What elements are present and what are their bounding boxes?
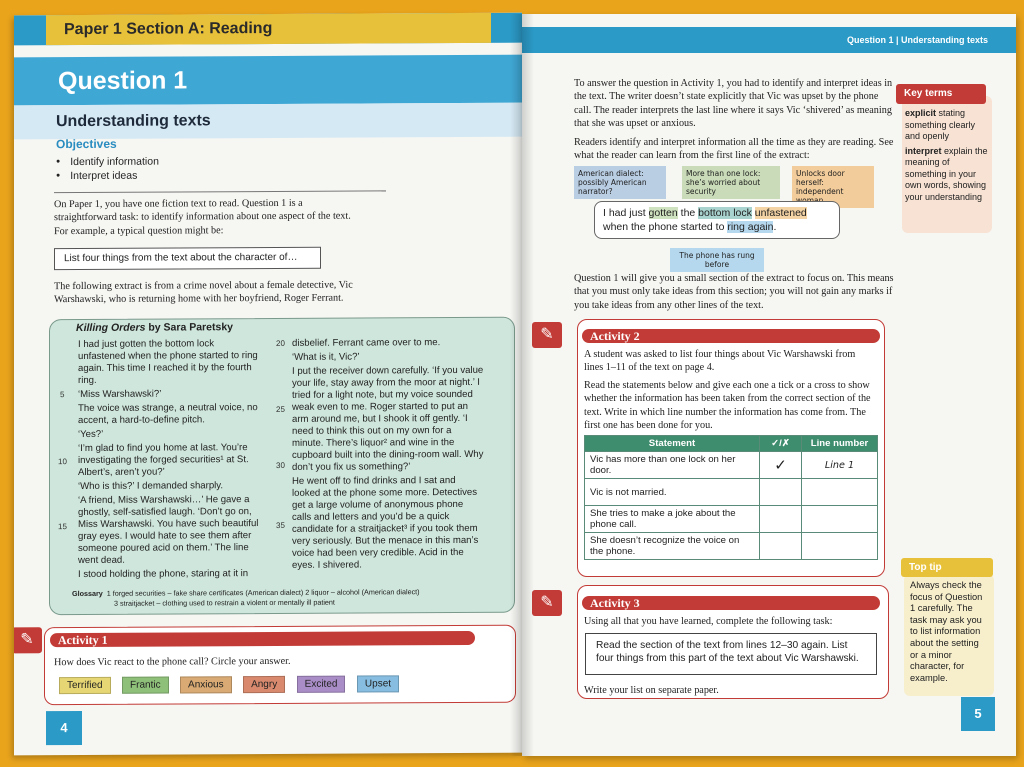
left-page — [14, 13, 522, 756]
extract-para: ‘What is it, Vic?’ — [292, 351, 360, 363]
answer-chip[interactable]: Angry — [243, 676, 285, 693]
extract-intro: The following extract is from a crime novel about a female detective, Vic Warshawski, who is returning home with her boyfriend, Roger Ferrant. — [54, 279, 353, 306]
key-terms-title: Key terms — [896, 84, 986, 104]
page-number: 4 — [46, 711, 82, 745]
line-cell[interactable] — [802, 479, 878, 506]
line-cell[interactable]: Line 1 — [802, 452, 878, 479]
statement-table — [584, 435, 878, 560]
table-row — [585, 506, 878, 533]
annotation: More than one lock: she’s worried about security — [682, 166, 780, 199]
objective-item: ● Identify information — [56, 155, 159, 170]
glossary: Glossary 1 forged securities – fake share certificates (American dialect) 2 liquor – alcohol (American dialect) 3 straitjacket – clothing used to restrain a violent or mentally ill patient — [72, 587, 420, 608]
extract-first-line: I had just gotten the bottom lock unfastened when the phone started to ring again. — [594, 201, 840, 239]
table-header: Statement — [585, 436, 760, 452]
question-title: Question 1 — [14, 55, 522, 106]
activity-1-title: Activity 1 — [50, 631, 475, 647]
tick-cell[interactable]: ✓ — [760, 452, 802, 479]
book-gutter — [510, 14, 534, 756]
extract-para: ‘I’m glad to find you home at last. You’re investigating the forged securities¹ at St. Albert’s, aren’t you?’ — [78, 442, 249, 478]
tick-cell[interactable] — [760, 479, 802, 506]
line-cell[interactable] — [802, 533, 878, 560]
extract-para: ‘Miss Warshawski?’ — [78, 388, 162, 400]
pencil-icon: ✎ — [532, 322, 562, 348]
subtitle: Understanding texts — [14, 103, 522, 140]
extract-para: ‘Yes?’ — [78, 428, 104, 440]
extract-para: He went off to find drinks and I sat and looked at the phone some more. Detectives get a large volume of anonymous phone calls and letters and you’d be a quick candidate for a straitjacket³ if you took them very seriously. But the menace in this man’s voice had been very credible. Acid in the eyes. I shivered. — [292, 475, 479, 571]
page-number: 5 — [961, 697, 995, 731]
answer-chip[interactable]: Terrified — [59, 677, 111, 694]
line-number: 20 — [276, 338, 285, 348]
line-number: 10 — [58, 457, 67, 467]
tick-cell[interactable] — [760, 533, 802, 560]
line-number: 25 — [276, 404, 285, 414]
objectives-title: Objectives — [56, 136, 117, 152]
line-number: 15 — [58, 522, 67, 532]
extract-para: disbelief. Ferrant came over to me. — [292, 337, 441, 349]
extract-column-1 — [78, 338, 264, 583]
right-page — [522, 14, 1016, 756]
line-number: 30 — [276, 460, 285, 470]
top-tip-box: Always check the focus of Question 1 carefully. The task may ask you to list information about the setting or a minor character, for example. — [904, 574, 994, 696]
statement-cell: Vic is not married. — [585, 479, 760, 506]
answer-chip[interactable]: Upset — [357, 675, 399, 692]
extract-column-2 — [292, 337, 484, 574]
table-header: ✓/✗ — [760, 436, 802, 452]
table-header: Line number — [802, 436, 878, 452]
activity-3-title: Activity 3 — [582, 596, 880, 610]
answer-chip[interactable]: Excited — [297, 676, 346, 693]
statement-cell: She doesn’t recognize the voice on the phone. — [585, 533, 760, 560]
answer-chip[interactable]: Anxious — [180, 676, 232, 693]
example-question-box: List four things from the text about the character of… — [54, 247, 321, 270]
line-number: 35 — [276, 520, 285, 530]
paragraph-2: Readers identify and interpret information all the time as they are reading. See what the reader can learn from the first line of the extract: — [574, 137, 894, 162]
extract-para: I had just gotten the bottom lock unfastened when the phone started to ring again. This time I reached it by the fourth ring. — [78, 338, 258, 386]
extract-para: I put the receiver down carefully. ‘If you value your life, stay away from the moor at night.’ I tried for a light note, but my voice sounded weak even to me. Roger started to put an arm around me, but I shook it off gently. ‘I need to think this out on my own for a minute. There’s liquor² and wine in the cupboard built into the dining-room wall. Why don’t you fix us something?’ — [292, 364, 484, 473]
activity-2-title: Activity 2 — [582, 329, 880, 343]
extract-para: I stood holding the phone, staring at it in — [78, 568, 249, 580]
pencil-icon: ✎ — [532, 590, 562, 616]
answer-options — [59, 673, 499, 694]
intro-paragraph: On Paper 1, you have one fiction text to read. Question 1 is a straightforward task: to identify information about one aspect of the text. For example, a typical question might be: — [54, 197, 351, 237]
key-terms-text: explicit stating something clearly and openly interpret explain the meaning of something in your own words, showing your understanding — [905, 108, 988, 202]
table-row — [585, 479, 878, 506]
activity-2-instructions: Read the statements below and give each one a tick or a cross to show whether the information has been taken from the correct section of the text. Write in which line number the information has come from. The first one has been done for you. — [584, 380, 871, 431]
answer-chip[interactable]: Frantic — [122, 677, 169, 694]
line-number: 5 — [60, 390, 65, 400]
table-row — [585, 452, 878, 479]
statement-cell: Vic has more than one lock on her door. — [585, 452, 760, 479]
line-cell[interactable] — [802, 506, 878, 533]
annotation: The phone has rung before — [670, 248, 764, 272]
running-head: Question 1 | Understanding texts — [522, 27, 1016, 53]
activity-2-text: A student was asked to list four things about Vic Warshawski from lines 1–11 of the text on page 4. — [584, 349, 856, 374]
extract-para: The voice was strange, a neutral voice, no accent, a hard-to-define pitch. — [78, 402, 258, 426]
pencil-icon: ✎ — [14, 627, 42, 653]
annotation: American dialect: possibly American narrator? — [574, 166, 666, 199]
annotation: Unlocks door herself: independent — [792, 166, 874, 208]
activity-3-text: Using all that you have learned, complete the following task: — [584, 616, 833, 627]
extract-para: ‘Who is this?’ I demanded sharply. — [78, 480, 224, 492]
extract-para: ‘A friend, Miss Warshawski…’ He gave a ghostly, self-satisfied laugh. ‘Don’t go on, Miss Warshawski. You have such beautiful gray eyes. I would hate to see them after someone poured acid on them.’ The line went dead. — [78, 494, 259, 566]
statement-cell: She tries to make a joke about the phone call. — [585, 506, 760, 533]
objectives-list — [56, 155, 159, 184]
divider — [54, 190, 386, 193]
paragraph-1: To answer the question in Activity 1, you had to identify and interpret ideas in the text. The writer doesn’t state explicitly that Vic was upset by the phone call. The reader interprets the last line where it says Vic ‘shivered’ as meaning that she was upset or anxious. — [574, 78, 893, 129]
activity-3-task-box: Read the section of the text from lines 12–30 again. List four things from this part of the text about Vic Warshawski. — [585, 633, 877, 675]
extract-title: Killing Orders by Sara Paretsky — [76, 321, 234, 335]
tick-cell[interactable] — [760, 506, 802, 533]
section-title: Paper 1 Section A: Reading — [46, 13, 491, 45]
paragraph-3: Question 1 will give you a small section of the extract to focus on. This means that you must only take ideas from this section; you will not gain any marks if you take ideas from any other lines of the text. — [574, 273, 894, 311]
objective-item: ● Interpret ideas — [56, 169, 159, 184]
table-row — [585, 533, 878, 560]
top-tip-title: Top tip — [901, 558, 993, 577]
activity-3-footer: Write your list on separate paper. — [584, 685, 719, 696]
activity-1-text: How does Vic react to the phone call? Circle your answer. — [54, 655, 291, 669]
